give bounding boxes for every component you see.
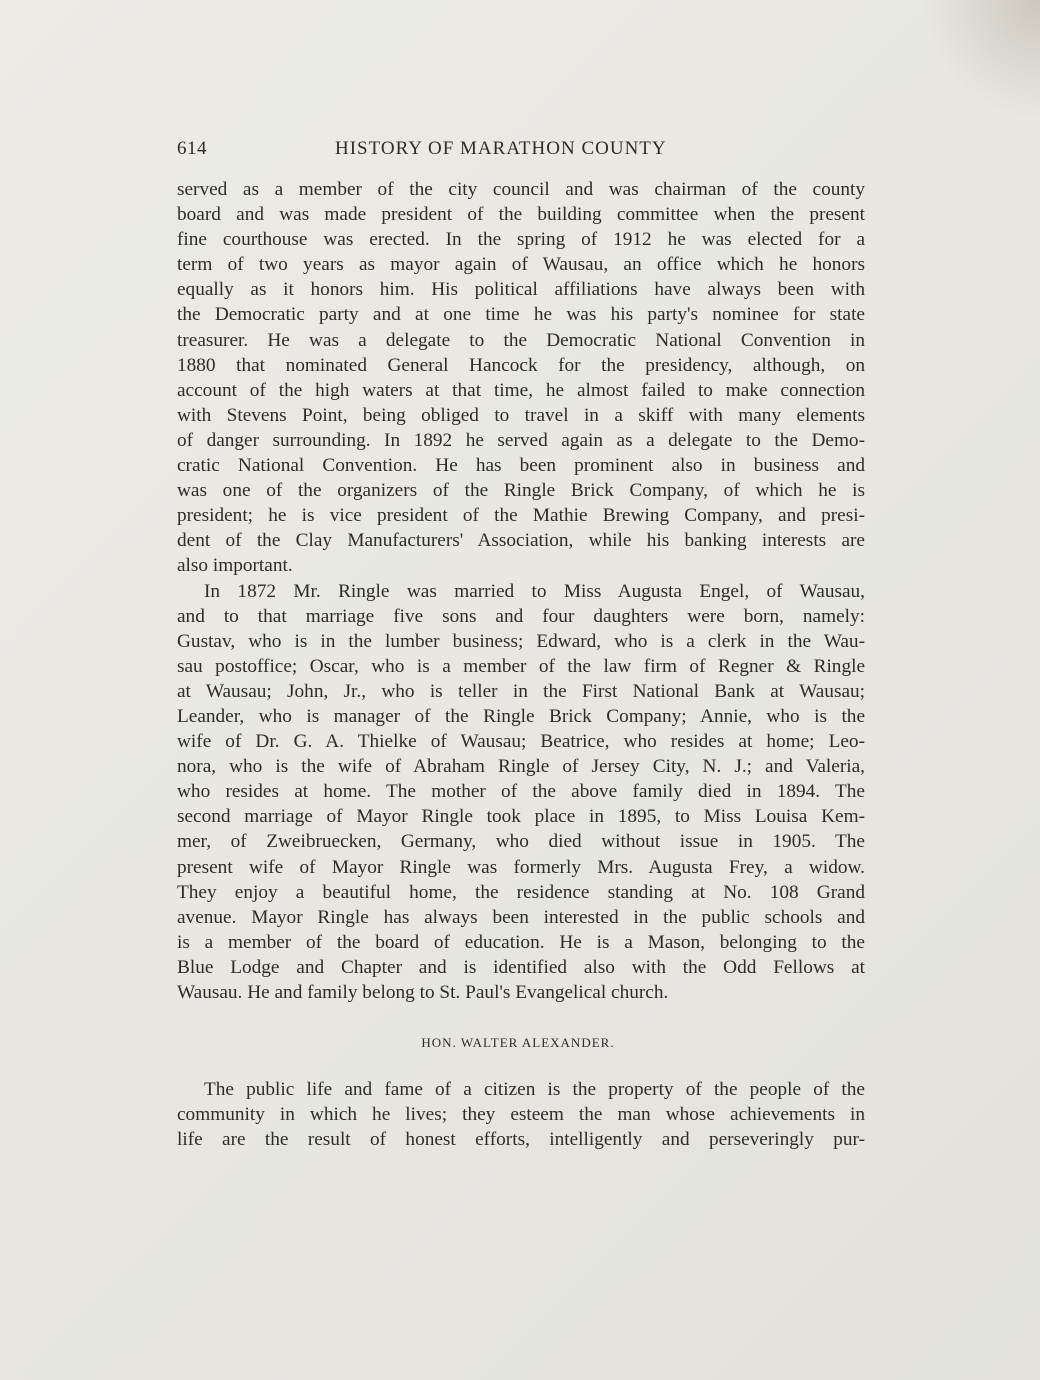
text-line: of danger surrounding. In 1892 he served again as a delegate to the Demo- — [177, 429, 865, 451]
text-line: equally as it honors him. His political affiliations have always been with — [177, 279, 865, 301]
text-line: Leander, who is manager of the Ringle Brick Company; Annie, who is the — [177, 705, 865, 727]
text-line: and to that marriage five sons and four daughters were born, namely: — [177, 605, 865, 627]
text-line: who resides at home. The mother of the above family died in 1894. The — [177, 781, 865, 803]
text-line: the Democratic party and at one time he was his party's nominee for state — [177, 304, 865, 326]
text-line: life are the result of honest efforts, intelligently and perseveringly pur- — [177, 1129, 865, 1151]
text-line: second marriage of Mayor Ringle took place in 1895, to Miss Louisa Kem- — [177, 806, 865, 828]
text-line: wife of Dr. G. A. Thielke of Wausau; Beatrice, who resides at home; Leo- — [177, 731, 865, 753]
text-line: Gustav, who is in the lumber business; Edward, who is a clerk in the Wau- — [177, 630, 865, 652]
body-text — [177, 177, 865, 1005]
text-line: mer, of Zweibruecken, Germany, who died without issue in 1905. The — [177, 831, 865, 853]
text-line: at Wausau; John, Jr., who is teller in the First National Bank at Wausau; — [177, 680, 865, 702]
text-line: sau postoffice; Oscar, who is a member of the law firm of Regner & Ringle — [177, 655, 865, 677]
text-line: also important. — [177, 555, 293, 577]
text-line: nora, who is the wife of Abraham Ringle of Jersey City, N. J.; and Valeria, — [177, 756, 865, 778]
section-text — [177, 1077, 865, 1152]
text-line: Blue Lodge and Chapter and is identified also with the Odd Fellows at — [177, 956, 865, 978]
text-line: The public life and fame of a citizen is the property of the people of the — [204, 1079, 865, 1100]
text-line: term of two years as mayor again of Wausau, an office which he honors — [177, 254, 865, 276]
text-line: cratic National Convention. He has been prominent also in business and — [177, 455, 865, 477]
text-line: fine courthouse was erected. In the spring of 1912 he was elected for a — [177, 229, 865, 251]
text-line: avenue. Mayor Ringle has always been interested in the public schools and — [177, 906, 865, 928]
text-line: is a member of the board of education. He is a Mason, belonging to the — [177, 931, 865, 953]
text-line: with Stevens Point, being obliged to travel in a skiff with many elements — [177, 404, 865, 426]
text-line: Wausau. He and family belong to St. Paul's Evangelical church. — [177, 982, 669, 1003]
text-line: dent of the Clay Manufacturers' Association, while his banking interests are — [177, 530, 865, 552]
page-corner-shading — [920, 0, 1040, 120]
page-number: 614 — [177, 138, 207, 159]
running-header — [177, 138, 867, 164]
text-line: was one of the organizers of the Ringle Brick Company, of which he is — [177, 480, 865, 502]
text-line: account of the high waters at that time, he almost failed to make connection — [177, 379, 865, 401]
section-heading-text: HON. WALTER ALEXANDER. — [421, 1035, 615, 1050]
text-line: present wife of Mayor Ringle was formerly Mrs. Augusta Frey, a widow. — [177, 856, 865, 878]
section-heading — [0, 1035, 1040, 1051]
text-line: served as a member of the city council and was chairman of the county — [177, 179, 865, 200]
text-line: president; he is vice president of the Mathie Brewing Company, and presi- — [177, 505, 865, 527]
running-title: HISTORY OF MARATHON COUNTY — [335, 138, 667, 159]
text-line: board and was made president of the building committee when the present — [177, 204, 865, 226]
text-line: community in which he lives; they esteem the man whose achievements in — [177, 1104, 865, 1126]
text-line: 1880 that nominated General Hancock for the presidency, although, on — [177, 354, 865, 376]
text-line: They enjoy a beautiful home, the residence standing at No. 108 Grand — [177, 881, 865, 903]
text-line: In 1872 Mr. Ringle was married to Miss Augusta Engel, of Wausau, — [204, 580, 865, 602]
text-line: treasurer. He was a delegate to the Democratic National Convention in — [177, 329, 865, 351]
